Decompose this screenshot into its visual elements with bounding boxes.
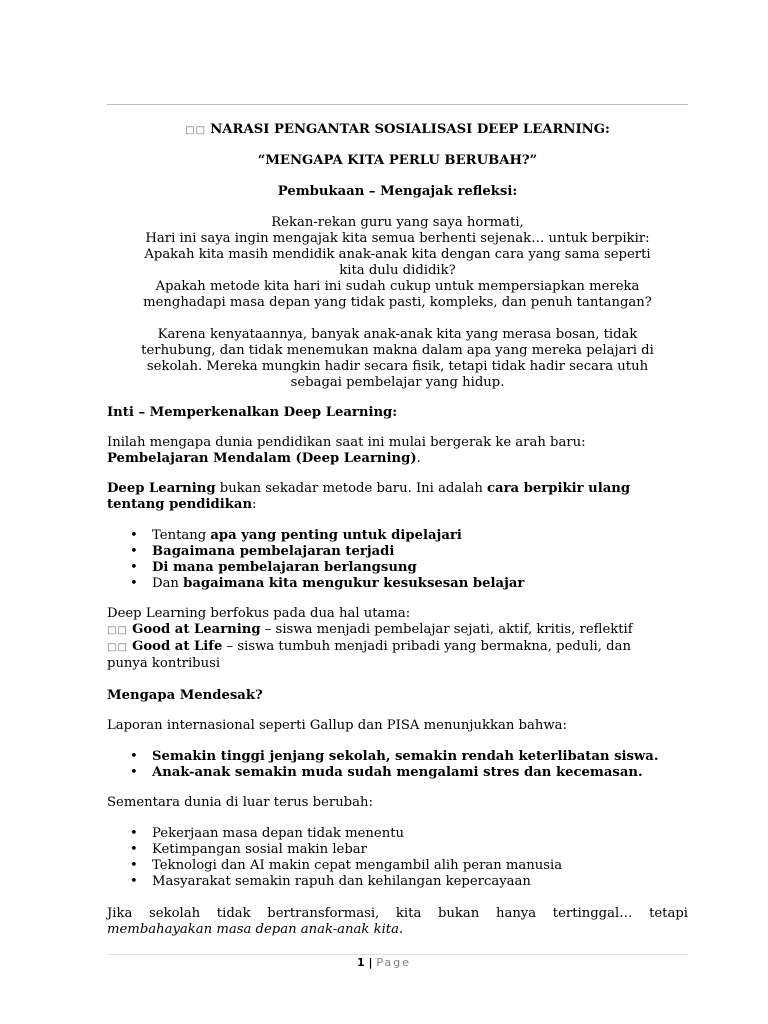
report-statement: Laporan internasional seperti Gallup dan PISA menunjukkan bahwa:	[107, 718, 567, 733]
deep-learning-aspects-list	[107, 528, 688, 592]
document-body	[107, 122, 688, 938]
document-title	[107, 122, 688, 138]
list-item: • Masyarakat semakin rapuh dan kehilangan kepercayaan	[107, 874, 688, 890]
list-item: • Pekerjaan masa depan tidak menentu	[107, 826, 688, 842]
world-change-list	[107, 826, 688, 890]
list-item: • Tentang apa yang penting untuk dipelajari	[107, 528, 688, 544]
focus-good-at-learning: □□ Good at Learning – siswa menjadi pembelajar sejati, aktif, kritis, reflektif	[107, 622, 633, 637]
focus-good-at-life: □□ Good at Life – siswa tumbuh menjadi pribadi yang bermakna, peduli, dan	[107, 639, 631, 654]
title-icon: □□	[185, 125, 207, 136]
document-subtitle: “MENGAPA KITA PERLU BERUBAH?”	[257, 153, 538, 168]
world-change-intro: Sementara dunia di luar terus berubah:	[107, 795, 373, 810]
header-rule	[107, 104, 688, 105]
closing-statement: Jika sekolah tidak bertransformasi, kita bukan hanya tertinggal… tetapi membahayakan masa depan anak-anak kita.	[107, 906, 688, 937]
list-item: • Di mana pembelajaran berlangsung	[107, 560, 688, 576]
urgent-heading: Mengapa Mendesak?	[107, 688, 263, 703]
checkbox-icon: □□	[107, 625, 128, 636]
list-item: • Anak-anak semakin muda sudah mengalami stres dan kecemasan.	[107, 765, 688, 781]
core-intro: Inilah mengapa dunia pendidikan saat ini mulai bergerak ke arah baru: Pembelajaran Mendalam (Deep Learning).	[107, 435, 586, 466]
core-heading: Inti – Memperkenalkan Deep Learning:	[107, 405, 398, 420]
opening-paragraph-2: Karena kenyataannya, banyak anak-anak kita yang merasa bosan, tidak terhubung, dan tidak menemukan makna dalam apa yang mereka pelajari di sekolah. Mereka mungkin hadir secara fisik, tetapi tidak hadir secara utuh sebagai pembelajar yang hidup.	[141, 327, 654, 390]
page-footer: 1 | Page	[357, 956, 411, 969]
list-item: • Bagaimana pembelajaran terjadi	[107, 544, 688, 560]
page-label: Page	[376, 956, 411, 969]
list-item: • Semakin tinggi jenjang sekolah, semakin rendah keterlibatan siswa.	[107, 749, 688, 765]
page-number: 1	[357, 956, 365, 969]
list-item: • Ketimpangan sosial makin lebar	[107, 842, 688, 858]
opening-heading: Pembukaan – Mengajak refleksi:	[277, 184, 518, 199]
deep-learning-definition: Deep Learning bukan sekadar metode baru. Ini adalah cara berpikir ulang tentang pendidikan:	[107, 481, 631, 512]
list-item: • Dan bagaimana kita mengukur kesuksesan belajar	[107, 576, 688, 592]
report-findings-list	[107, 749, 688, 781]
footer-rule	[107, 954, 688, 955]
list-item: • Teknologi dan AI makin cepat mengambil alih peran manusia	[107, 858, 688, 874]
title-text: NARASI PENGANTAR SOSIALISASI DEEP LEARNING:	[210, 122, 610, 137]
opening-paragraph-1: Rekan-rekan guru yang saya hormati, Hari ini saya ingin mengajak kita semua berhenti sejenak… untuk berpikir: Apakah kita masih mendidik anak-anak kita dengan cara yang sama seperti kita dulu dididik? Apakah metode kita hari ini sudah cukup untuk mempersiapkan mereka menghadapi masa depan yang tidak pasti, kompleks, dan penuh tantangan?	[143, 215, 652, 310]
checkbox-icon: □□	[107, 642, 128, 653]
focus-section: Deep Learning berfokus pada dua hal utama: □□ Good at Learning – siswa menjadi pembelajar sejati, aktif, kritis, reflektif □□ Good at Life – siswa tumbuh menjadi pribadi yang bermakna, peduli, dan punya kontribusi	[107, 606, 688, 672]
